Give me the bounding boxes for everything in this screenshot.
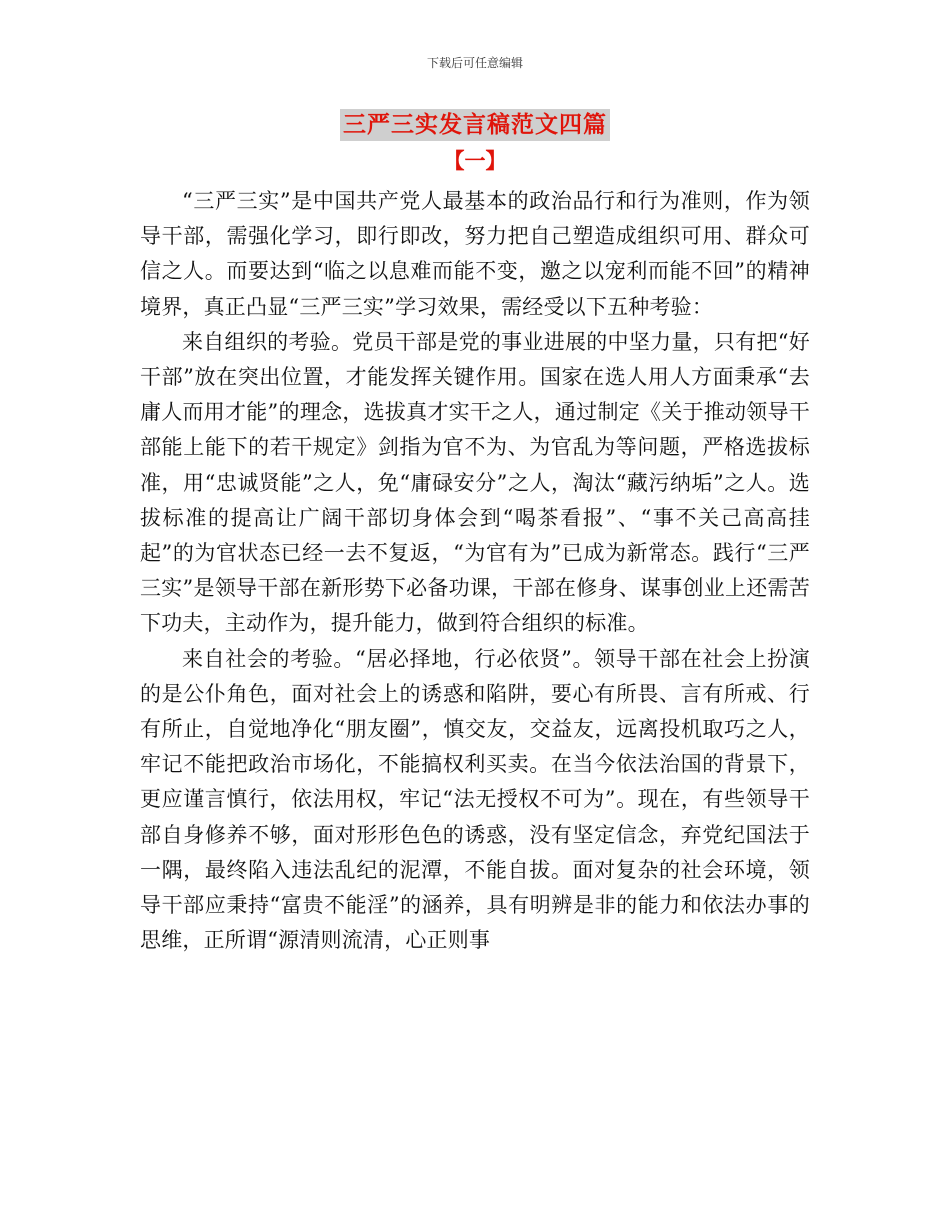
paragraph: “三严三实”是中国共产党人最基本的政治品行和行为准则，作为领导干部，需强化学习，即行即改，努力把自己塑造成组织可用、群众可信之人。而要达到“临之以息难而能不变，邀之以宠利而能不回”的精神境界，真正凸显“三严三实”学习效果，需经受以下五种考验： — [140, 189, 810, 319]
paragraph: 来自社会的考验。“居必择地，行必依贤”。领导干部在社会上扮演的是公仆角色，面对社会上的诱惑和陷阱，要心有所畏、言有所戒、行有所止，自觉地净化“朋友圈”，慎交友，交益友，远离投机取巧之人，牢记不能把政治市场化，不能搞权利买卖。在当今依法治国的背景下，更应谨言慎行，依法用权，牢记“法无授权不可为”。现在，有些领导干部自身修养不够，面对形形色色的诱惑，没有坚定信念，弃党纪国法于一隅，最终陷入违法乱纪的泥潭，不能自拔。面对复杂的社会环境，领导干部应秉持“富贵不能淫”的涵养，具有明辨是非的能力和依法办事的思维，正所谓“源清则流清，心正则事 — [140, 646, 810, 953]
document-title: 三严三实发言稿范文四篇 — [340, 109, 610, 141]
title-wrap — [0, 109, 950, 141]
section-label: 【一】 — [443, 148, 507, 173]
paragraph: 来自组织的考验。党员干部是党的事业进展的中坚力量，只有把“好干部”放在突出位置，才能发挥关键作用。国家在选人用人方面秉承“去庸人而用才能”的理念，选拔真才实干之人，通过制定《关于推动领导干部能上能下的若干规定》剑指为官不为、为官乱为等问题，严格选拔标准，用“忠诚贤能”之人，免“庸碌安分”之人，淘汰“藏污纳垢”之人。选拔标准的提高让广阔干部切身体会到“喝茶看报”、“事不关己高高挂起”的为官状态已经一去不复返，“为官有为”已成为新常态。践行“三严三实”是领导干部在新形势下必备功课，干部在修身、谋事创业上还需苦下功夫，主动作为，提升能力，做到符合组织的标准。 — [140, 329, 810, 636]
header-note: 下载后可任意编辑 — [426, 56, 523, 70]
document-body — [140, 184, 810, 958]
